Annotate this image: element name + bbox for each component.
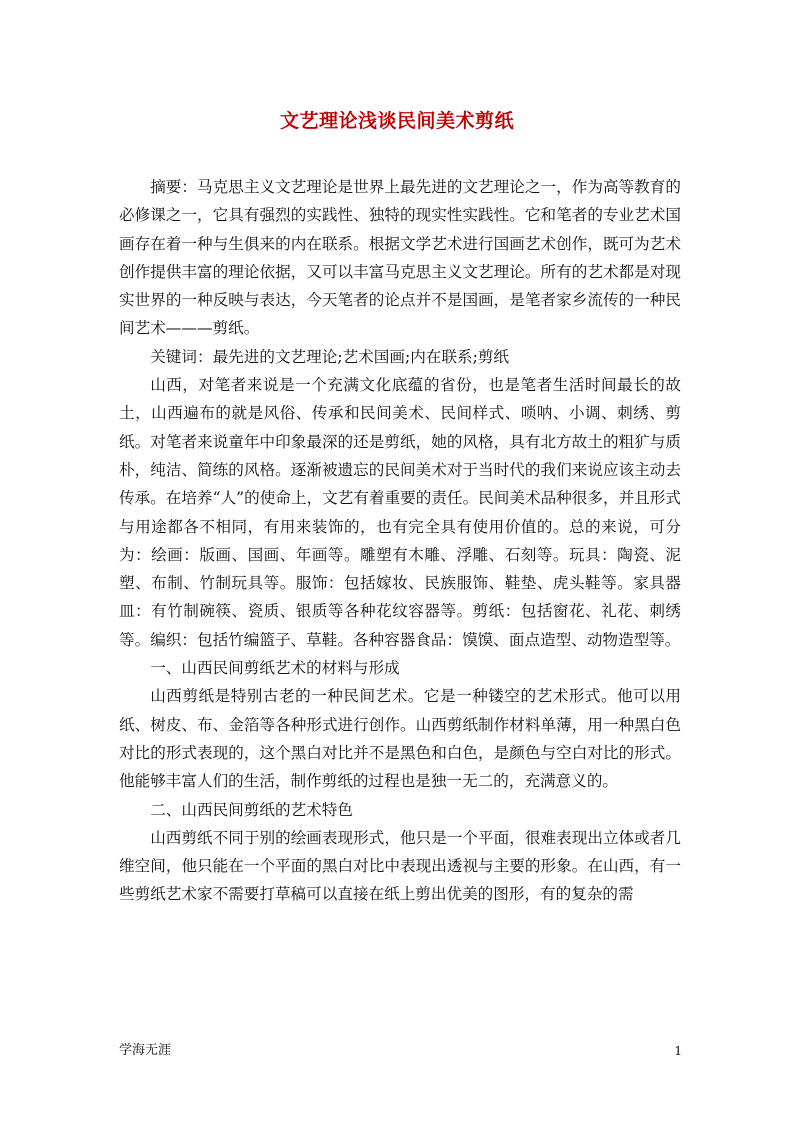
- footer-text: 学海无涯: [119, 1043, 172, 1058]
- section-2-paragraph: 山西剪纸不同于别的绘画表现形式，他只是一个平面，很难表现出立体或者几维空间，他只能在一个平面的黑白对比中表现出透视与主要的形象。在山西，有一些剪纸艺术家不需要打草稿可以直接在纸上剪出优美的图形，有的复杂的需: [119, 828, 681, 904]
- document-body: [119, 173, 681, 909]
- intro-paragraph: 山西，对笔者来说是一个充满文化底蕴的省份，也是笔者生活时间最长的故土，山西遍布的就是风俗、传承和民间美术、民间样式、唢呐、小调、刺绣、剪纸。对笔者来说童年中印象最深的还是剪纸，她的风格，具有北方故土的粗犷与质朴，纯洁、简练的风格。逐渐被遗忘的民间美术对于当时代的我们来说应该主动去传承。在培养“人”的使命上，文艺有着重要的责任。民间美术品种很多，并且形式与用途都各不相同，有用来装饰的，也有完全具有使用价值的。总的来说，可分为：绘画：版画、国画、年画等。雕塑有木雕、浮雕、石刻等。玩具：陶瓷、泥塑、布制、竹制玩具等。服饰：包括嫁妆、民族服饰、鞋垫、虎头鞋等。家具器皿：有竹制碗筷、瓷质、银质等各种花纹容器等。剪纸：包括窗花、礼花、刺绣等。编织：包括竹编篮子、草鞋。各种容器食品：馍馍、面点造型、动物造型等。: [119, 376, 681, 649]
- keywords-paragraph: 关键词：最先进的文艺理论;艺术国画;内在联系;剪纸: [150, 347, 510, 366]
- section-1-paragraph: 山西剪纸是特别古老的一种民间艺术。它是一种镂空的艺术形式。他可以用纸、树皮、布、金箔等各种形式进行创作。山西剪纸制作材料单薄，用一种黑白色对比的形式表现的，这个黑白对比并不是黑色和白色，是颜色与空白对比的形式。他能够丰富人们的生活，制作剪纸的过程也是独一无二的，充满意义的。: [119, 687, 681, 791]
- page-number: 1: [674, 1044, 682, 1058]
- section-heading-1: 一、山西民间剪纸艺术的材料与形成: [150, 659, 400, 678]
- document-title: 文艺理论浅谈民间美术剪纸: [279, 110, 514, 132]
- section-heading-2: 二、山西民间剪纸的艺术特色: [150, 800, 353, 819]
- abstract-paragraph: 摘要：马克思主义文艺理论是世界上最先进的文艺理论之一，作为高等教育的必修课之一，它具有强烈的实践性、独特的现实性实践性。它和笔者的专业艺术国画存在着一种与生俱来的内在联系。根据文学艺术进行国画艺术创作，既可为艺术创作提供丰富的理论依据，又可以丰富马克思主义文艺理论。所有的艺术都是对现实世界的一种反映与表达，今天笔者的论点并不是国画，是笔者家乡流传的一种民间艺术———剪纸。: [119, 178, 681, 338]
